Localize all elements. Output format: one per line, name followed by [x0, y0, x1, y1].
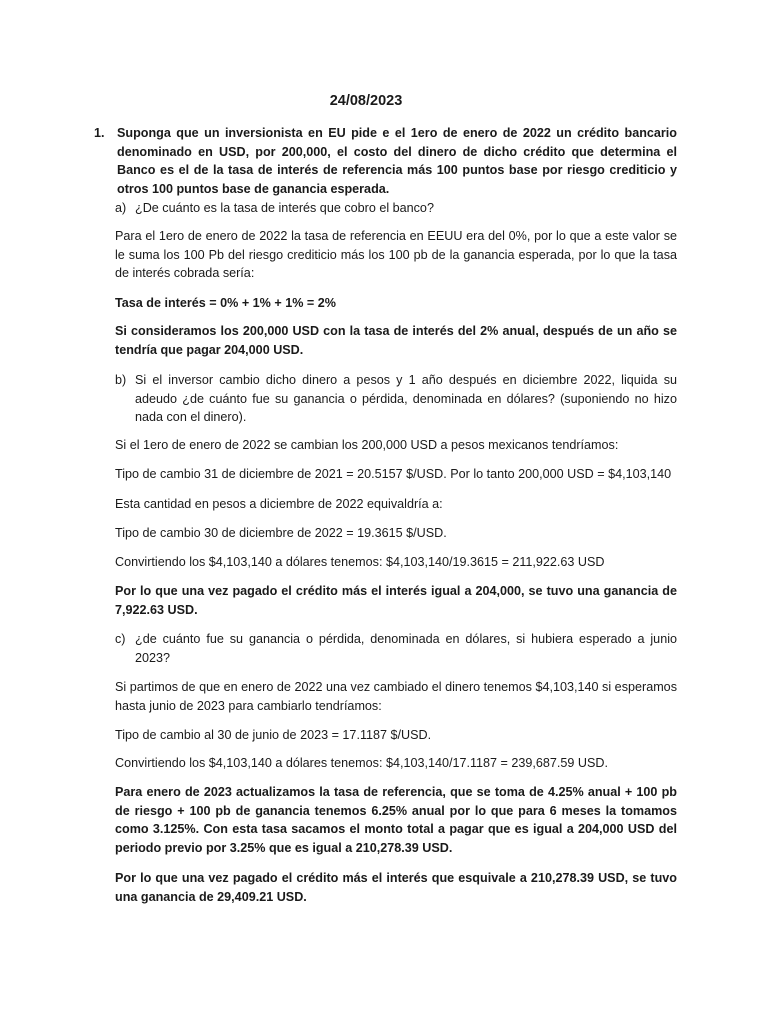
part-a-interest-formula: Tasa de interés = 0% + 1% + 1% = 2%	[115, 296, 336, 310]
part-c-conversion: Convirtiendo los $4,103,140 a dólares tenemos: $4,103,140/17.1187 = 239,687.59 USD.	[115, 756, 609, 770]
part-c-paragraph-1: Si partimos de que en enero de 2022 una vez cambiado el dinero tenemos $4,103,140 si esperamos hasta junio de 2023 para cambiarlo tendríamos:	[115, 680, 677, 713]
part-b-exchange-rate-2022: Tipo de cambio 30 de diciembre de 2022 = 19.3615 $/USD.	[115, 526, 447, 540]
part-b-letter: b)	[115, 373, 127, 387]
part-b-question-text: Si el inversor cambio dicho dinero a pesos y 1 año después en diciembre 2022, liquida su adeudo ¿de cuánto fue su ganancia o pérdida, denominada en dólares? (suponiendo no hizo nada con el dinero).	[135, 373, 677, 425]
question-1-text: Suponga que un inversionista en EU pide e el 1ero de enero de 2022 un crédito bancario denominado en USD, por 200,000, el costo del dinero de dicho crédito que determina el Banco es el de la tasa de interés de referencia más 100 puntos base por riesgo crediticio y otros 100 puntos base de ganancia esperada.	[117, 126, 677, 196]
question-1-number: 1.	[94, 126, 105, 140]
part-c-question-text: ¿de cuánto fue su ganancia o pérdida, denominada en dólares, si hubiera esperado a junio 2023?	[135, 632, 677, 665]
question-1	[94, 124, 677, 198]
part-c-conclusion: Por lo que una vez pagado el crédito más el interés que esquivale a 210,278.39 USD, se tuvo una ganancia de 29,409.21 USD.	[115, 871, 677, 904]
part-b-paragraph-1: Si el 1ero de enero de 2022 se cambian los 200,000 USD a pesos mexicanos tendríamos:	[115, 438, 619, 452]
part-b-conclusion: Por lo que una vez pagado el crédito más el interés igual a 204,000, se tuvo una ganancia de 7,922.63 USD.	[115, 584, 677, 617]
part-a-paragraph-1: Para el 1ero de enero de 2022 la tasa de referencia en EEUU era del 0%, por lo que a este valor se le suma los 100 Pb del riesgo crediticio más los 100 pb de la ganancia esperada, por lo que la tasa de interés cobrada sería:	[115, 229, 677, 281]
part-b-question	[115, 371, 677, 427]
part-a-question	[115, 199, 677, 218]
document-date: 24/08/2023	[329, 93, 403, 109]
part-a-question-text: ¿De cuánto es la tasa de interés que cobro el banco?	[135, 201, 434, 215]
part-b-conversion: Convirtiendo los $4,103,140 a dólares tenemos: $4,103,140/19.3615 = 211,922.63 USD	[115, 555, 605, 569]
part-c-letter: c)	[115, 632, 126, 646]
part-b-paragraph-3: Esta cantidad en pesos a diciembre de 2022 equivaldría a:	[115, 497, 443, 511]
part-a-conclusion: Si consideramos los 200,000 USD con la tasa de interés del 2% anual, después de un año se tendría que pagar 204,000 USD.	[115, 324, 677, 357]
part-a-letter: a)	[115, 201, 127, 215]
part-c-exchange-rate-2023: Tipo de cambio al 30 de junio de 2023 = 17.1187 $/USD.	[115, 728, 432, 742]
part-c-rate-update: Para enero de 2023 actualizamos la tasa de referencia, que se toma de 4.25% anual + 100 pb de riesgo + 100 pb de ganancia tenemos 6.25% anual por lo que para 6 meses la tomamos como 3.125%. Con esta tasa sacamos el monto total a pagar que es igual a 204,000 USD del periodo previo por 3.25% que es igual a 210,278.39 USD.	[115, 785, 677, 855]
part-c-question	[115, 630, 677, 667]
part-b-exchange-rate-2021: Tipo de cambio 31 de diciembre de 2021 = 20.5157 $/USD. Por lo tanto 200,000 USD = $4,103,140	[115, 467, 672, 481]
